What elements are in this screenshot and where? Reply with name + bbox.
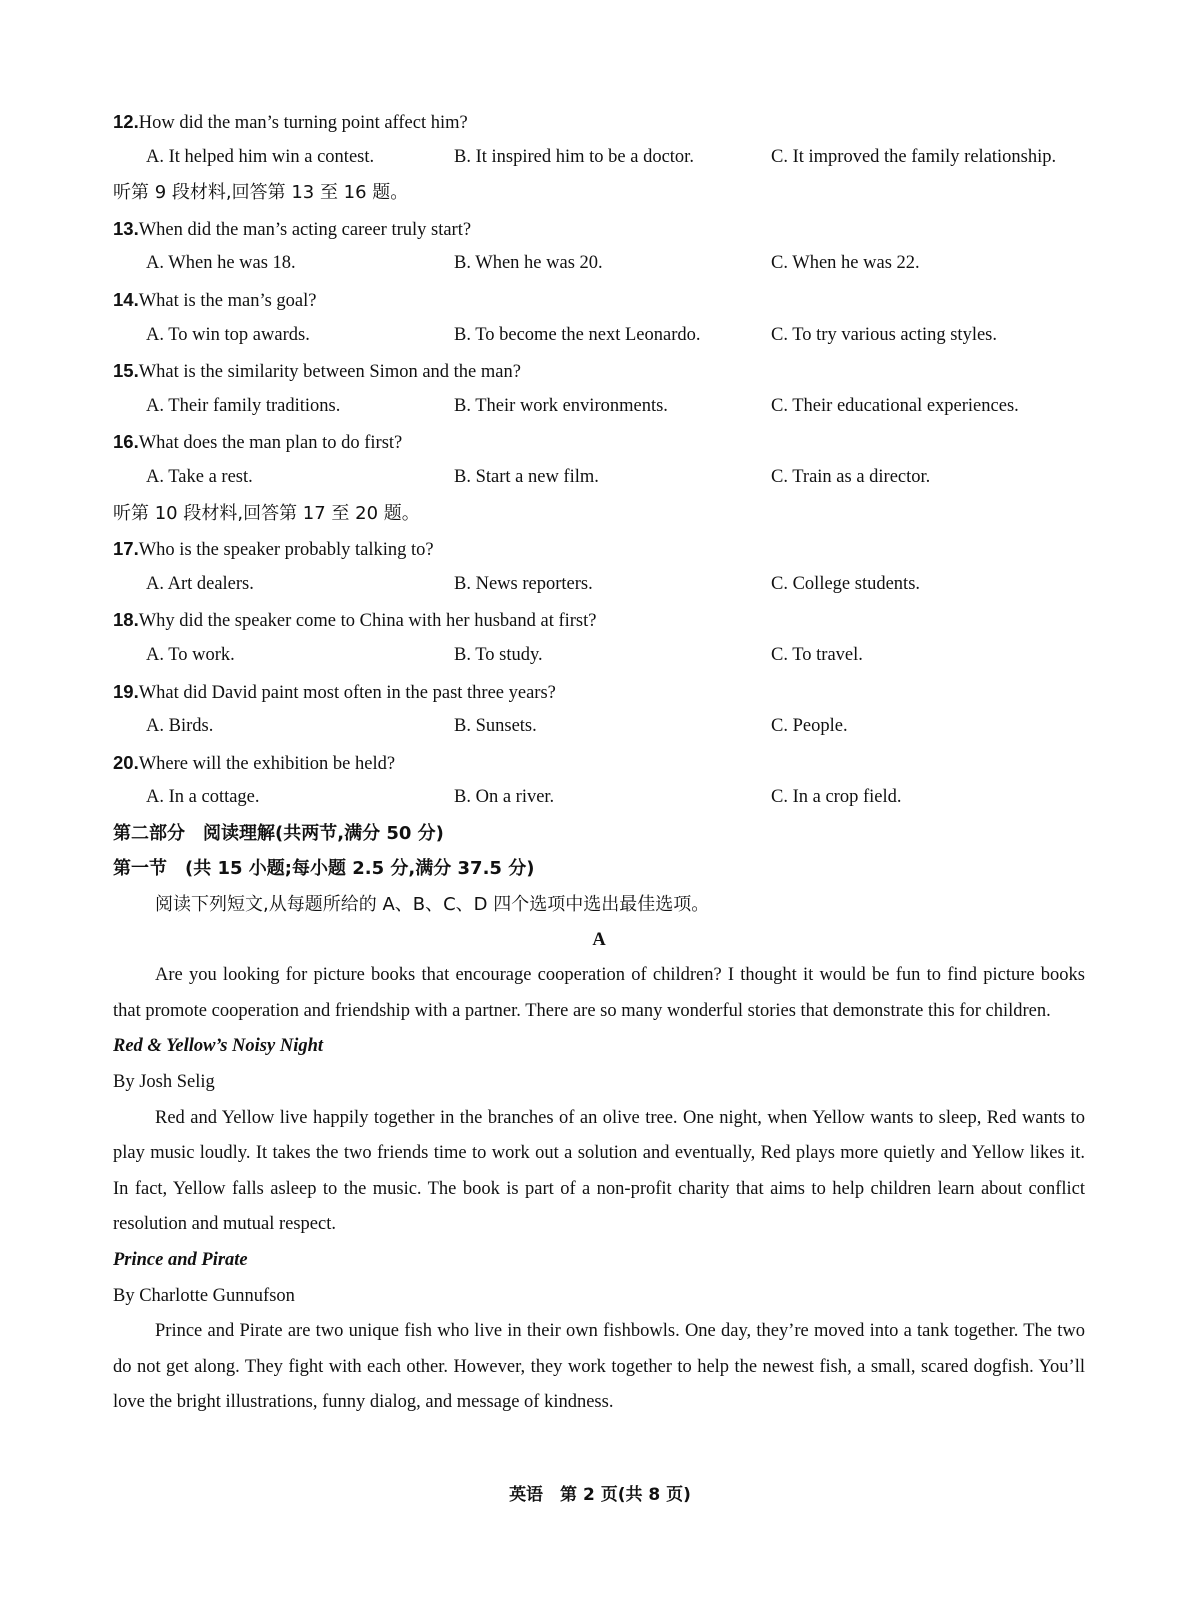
question-text: Who is the speaker probably talking to? [138, 540, 434, 561]
option-b: B. News reporters. [454, 573, 593, 594]
book-title-1: Red & Yellow’s Noisy Night [113, 1036, 324, 1057]
question-19 [113, 674, 1085, 710]
question-15 [113, 353, 1085, 389]
question-16 [113, 424, 1085, 460]
question-text: When did the man’s acting career truly start? [138, 219, 472, 240]
question-18 [113, 602, 1085, 638]
question-text: Why did the speaker come to China with her husband at first? [138, 611, 597, 632]
option-b: B. Their work environments. [454, 395, 668, 416]
book-author-2: By Charlotte Gunnufson [113, 1285, 295, 1306]
listening-instruction-9: 听第 9 段材料,回答第 13 至 16 题。 [113, 182, 409, 204]
question-17-options [113, 567, 1085, 603]
question-12 [113, 104, 1085, 140]
passage-intro: Are you looking for picture books that encourage cooperation of children? I thought it would be fun to find picture books that promote cooperation and friendship with a partner. There are so many wonderful stories that demonstrate this for children. [113, 965, 1085, 1021]
option-c: C. College students. [771, 573, 921, 594]
question-number: 13. [113, 217, 139, 239]
option-c: C. To try various acting styles. [771, 324, 997, 345]
question-text: How did the man’s turning point affect him? [138, 113, 468, 133]
option-b: B. On a river. [454, 787, 555, 808]
option-a: A. Their family traditions. [146, 395, 341, 416]
option-a: A. When he was 18. [146, 253, 296, 274]
option-b: B. When he was 20. [454, 253, 603, 274]
question-15-options [113, 389, 1085, 425]
question-20-options [113, 780, 1085, 816]
option-a: A. Birds. [146, 716, 214, 737]
section-title: 第一节 (共 15 小题;每小题 2.5 分,满分 37.5 分) [113, 858, 535, 880]
book-description-1: Red and Yellow live happily together in the branches of an olive tree. One night, when Yellow wants to sleep, Red wants to play music loudly. It takes the two friends time to work out a solution and eventually, Red plays more quietly and Yellow likes it. In fact, Yellow falls asleep to the music. The book is part of a non-profit charity that aims to help children learn about conflict resolution and mutual respect. [113, 1107, 1085, 1235]
option-b: B. Sunsets. [454, 716, 537, 737]
question-18-options [113, 638, 1085, 674]
question-text: What is the similarity between Simon and the man? [138, 362, 521, 383]
question-12-options [113, 140, 1085, 176]
question-14-options [113, 318, 1085, 354]
question-13 [113, 211, 1085, 247]
option-a: A. To win top awards. [146, 324, 310, 345]
question-number: 15. [113, 360, 139, 382]
option-b: B. To study. [454, 644, 543, 665]
question-number: 12. [113, 111, 139, 132]
option-b: B. To become the next Leonardo. [454, 324, 701, 345]
question-number: 18. [113, 609, 139, 631]
question-text: Where will the exhibition be held? [138, 753, 396, 774]
listening-instruction-10: 听第 10 段材料,回答第 17 至 20 题。 [113, 502, 420, 524]
question-20 [113, 745, 1085, 781]
question-number: 19. [113, 680, 139, 702]
part-title: 第二部分 阅读理解(共两节,满分 50 分) [113, 822, 444, 844]
question-14 [113, 282, 1085, 318]
option-c: C. Train as a director. [771, 466, 931, 487]
question-text: What is the man’s goal? [138, 290, 317, 311]
option-b: B. Start a new film. [454, 466, 599, 487]
book-description-2: Prince and Pirate are two unique fish who live in their own fishbowls. One day, they’re moved into a tank together. The two do not get along. They fight with each other. However, they work together to help the newest fish, a small, scared dogfish. You’ll love the bright illustrations, funny dialog, and message of kindness. [113, 1321, 1085, 1413]
question-16-options [113, 460, 1085, 496]
option-c: C. In a crop field. [771, 787, 902, 808]
book-author-1: By Josh Selig [113, 1072, 215, 1093]
question-19-options [113, 709, 1085, 745]
option-b: B. It inspired him to be a doctor. [454, 146, 694, 167]
question-number: 17. [113, 538, 139, 560]
option-a: A. Art dealers. [146, 573, 254, 594]
option-a: A. To work. [146, 644, 235, 665]
option-c: C. It improved the family relationship. [771, 146, 1057, 167]
question-number: 14. [113, 288, 139, 310]
question-number: 16. [113, 431, 139, 453]
question-13-options [113, 246, 1085, 282]
option-a: A. It helped him win a contest. [146, 146, 375, 167]
page-content [113, 104, 1085, 1421]
book-title-2: Prince and Pirate [113, 1250, 248, 1270]
option-a: A. In a cottage. [146, 787, 260, 808]
option-c: C. When he was 22. [771, 253, 920, 274]
reading-instruction: 阅读下列短文,从每题所给的 A、B、C、D 四个选项中选出最佳选项。 [155, 894, 710, 916]
page-footer: 英语 第 2 页(共 8 页) [509, 1485, 691, 1505]
option-c: C. To travel. [771, 644, 863, 665]
option-c: C. Their educational experiences. [771, 395, 1019, 416]
question-text: What did David paint most often in the past three years? [138, 682, 556, 703]
option-c: C. People. [771, 716, 848, 737]
passage-letter: A [592, 929, 606, 950]
question-number: 20. [113, 751, 139, 773]
option-a: A. Take a rest. [146, 466, 253, 487]
question-text: What does the man plan to do first? [138, 433, 403, 454]
question-17 [113, 531, 1085, 567]
